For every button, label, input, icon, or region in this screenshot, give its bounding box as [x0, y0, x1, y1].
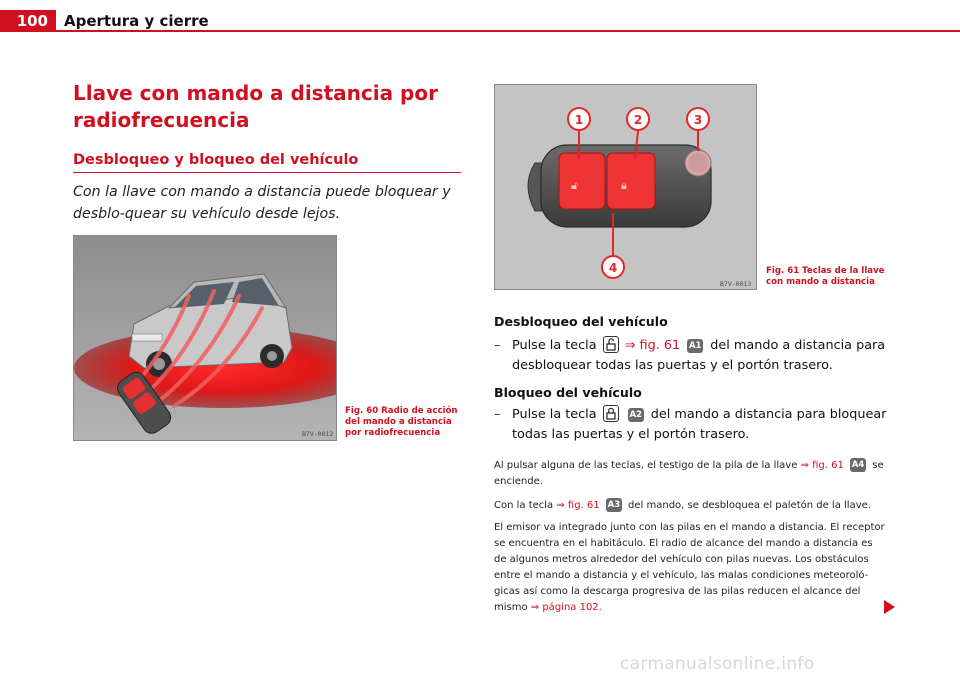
- page-header: [0, 0, 960, 32]
- step-text: Pulse la tecla: [512, 407, 597, 422]
- figure-61-caption: Fig. 61 Teclas de la llave con mando a distancia: [766, 266, 885, 287]
- step-dash: –: [494, 407, 501, 422]
- figure-code: B7V-0013: [720, 280, 752, 288]
- svg-text:🔒︎: 🔒︎: [621, 179, 627, 192]
- step-text: del mando a distancia para bloquear todas las puertas y el portón trasero.: [512, 407, 887, 442]
- page-title: Llave con mando a distancia por radiofrecuencia: [73, 81, 438, 132]
- note-range: El emisor va integrado junto con las pilas en el mando a distancia. El receptor se encuentra en el habitáculo. El radio de alcance del mando a distancia es de algunos metros alrededor del vehículo con pilas nuevas. Los obstáculos entre el mando a distancia y el vehículo, las malas condiciones meteoroló-gicas así como la descarga progresiva de las pilas reducen el alcance del mismo ⇒ página 102.: [494, 522, 885, 613]
- header-rule: [0, 30, 960, 32]
- lock-step: [494, 405, 894, 445]
- page-number: 100: [0, 10, 56, 32]
- figure-link[interactable]: ⇒ fig. 61: [800, 460, 844, 471]
- remote-range-illustration: [74, 236, 337, 441]
- lock-heading: Bloqueo del vehículo: [494, 385, 642, 400]
- figure-60-caption: Fig. 60 Radio de acción del mando a distancia por radiofrecuencia: [345, 406, 458, 438]
- callout-2: 2: [633, 113, 643, 127]
- figure-code: B7V-0012: [302, 430, 334, 438]
- figure-60: [73, 235, 337, 441]
- unlock-step: [494, 336, 894, 376]
- unlock-icon: [603, 336, 619, 353]
- lock-icon: [603, 405, 619, 422]
- callout-4: 4: [608, 261, 618, 275]
- callout-3: 3: [693, 113, 703, 127]
- figure-link[interactable]: ⇒ fig. 61: [624, 338, 681, 353]
- callout-1: 1: [574, 113, 584, 127]
- key-buttons-illustration: [495, 85, 757, 290]
- section-title: Apertura y cierre: [64, 12, 209, 30]
- callout-badge: A2: [629, 410, 642, 420]
- subsection-rule: [73, 172, 461, 173]
- callout-badge: A3: [607, 500, 621, 510]
- callout-badge: A4: [851, 460, 865, 470]
- subsection-title: Desbloqueo y bloqueo del vehículo: [73, 152, 359, 168]
- callout-badge: A1: [688, 341, 702, 351]
- unlock-heading: Desbloqueo del vehículo: [494, 314, 668, 329]
- next-page-arrow-icon[interactable]: [884, 600, 895, 614]
- watermark: carmanualsonline.info: [620, 654, 815, 674]
- page-link[interactable]: ⇒ página 102.: [530, 602, 602, 613]
- intro-text: Con la llave con mando a distancia puede bloquear y desblo-quear su vehículo desde lejos.: [73, 184, 451, 222]
- svg-text:🔓︎: 🔓︎: [571, 179, 579, 192]
- step-text: del mando a distancia para desbloquear todas las puertas y el portón trasero.: [512, 338, 886, 373]
- figure-61: [494, 84, 757, 290]
- note-battery-indicator: Al pulsar alguna de las teclas, el testigo de la pila de la llave ⇒ fig. 61 A4 se enciende.: [494, 460, 884, 487]
- note-key-blade: Con la tecla ⇒ fig. 61 A3 del mando, se desbloquea el paletón de la llave.: [494, 500, 871, 511]
- step-text: Pulse la tecla: [512, 338, 597, 353]
- figure-link[interactable]: ⇒ fig. 61: [556, 500, 600, 511]
- step-dash: –: [494, 338, 501, 353]
